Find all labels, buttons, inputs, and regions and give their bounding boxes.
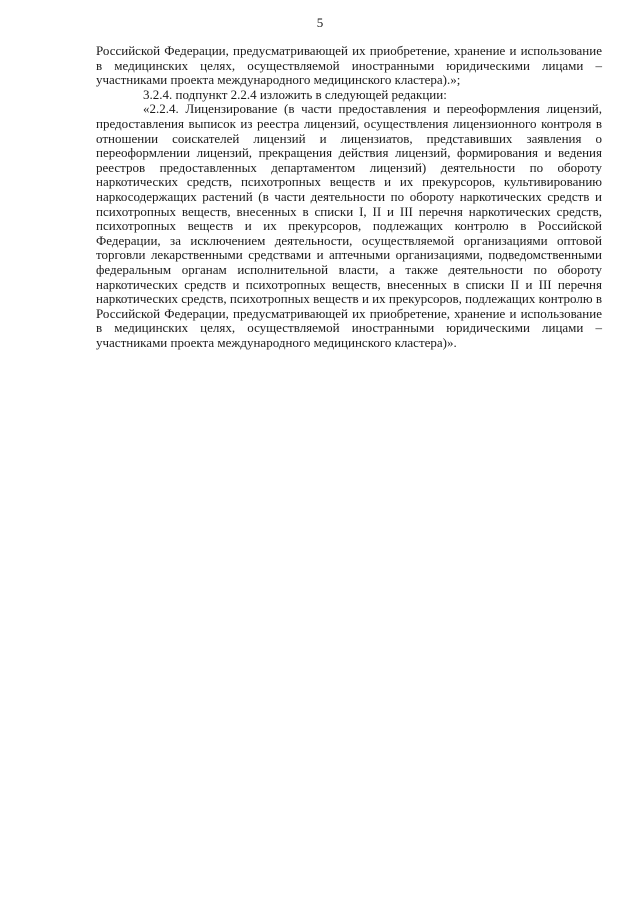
document-body	[96, 44, 602, 350]
page-number: 5	[316, 15, 324, 30]
paragraph-continuation: Российской Федерации, предусматривающей их приобретение, хранение и использование в медицинских целях, осуществляемой иностранными юридическими лицами – участниками проекта международного медицинского кластера).»;	[96, 43, 602, 88]
paragraph-clause-2-2-4: «2.2.4. Лицензирование (в части предоставления и переоформления лицензий, предоставления выписок из реестра лицензий, осуществления лицензионного контроля в отношении соискателей лицензий и лицензиатов, представивших заявления о переоформлении лицензий, прекращения действия лицензий, формирования и ведения реестров предоставленных департаментом лицензий) деятельности по обороту наркотических средств, психотропных веществ и их прекурсоров, культивированию наркосодержащих растений (в части деятельности по обороту наркотических средств и психотропных веществ, внесенных в списки I, II и III перечня наркотических средств, психотропных веществ и их прекурсоров, подлежащих контролю в Российской Федерации, за исключением деятельности, осуществляемой организациями оптовой торговли лекарственными средствами и аптечными организациями, подведомственными федеральным органам исполнительной власти, а также деятельности по обороту наркотических средств и психотропных веществ, внесенных в списки II и III перечня наркотических средств, психотропных веществ и их прекурсоров, подлежащих контролю в Российской Федерации, предусматривающей их приобретение, хранение и использование в медицинских целях, осуществляемой иностранными юридическими лицами – участниками проекта международного медицинского кластера)».	[96, 101, 602, 350]
paragraph-amendment-3-2-4: 3.2.4. подпункт 2.2.4 изложить в следующей редакции:	[143, 86, 447, 102]
